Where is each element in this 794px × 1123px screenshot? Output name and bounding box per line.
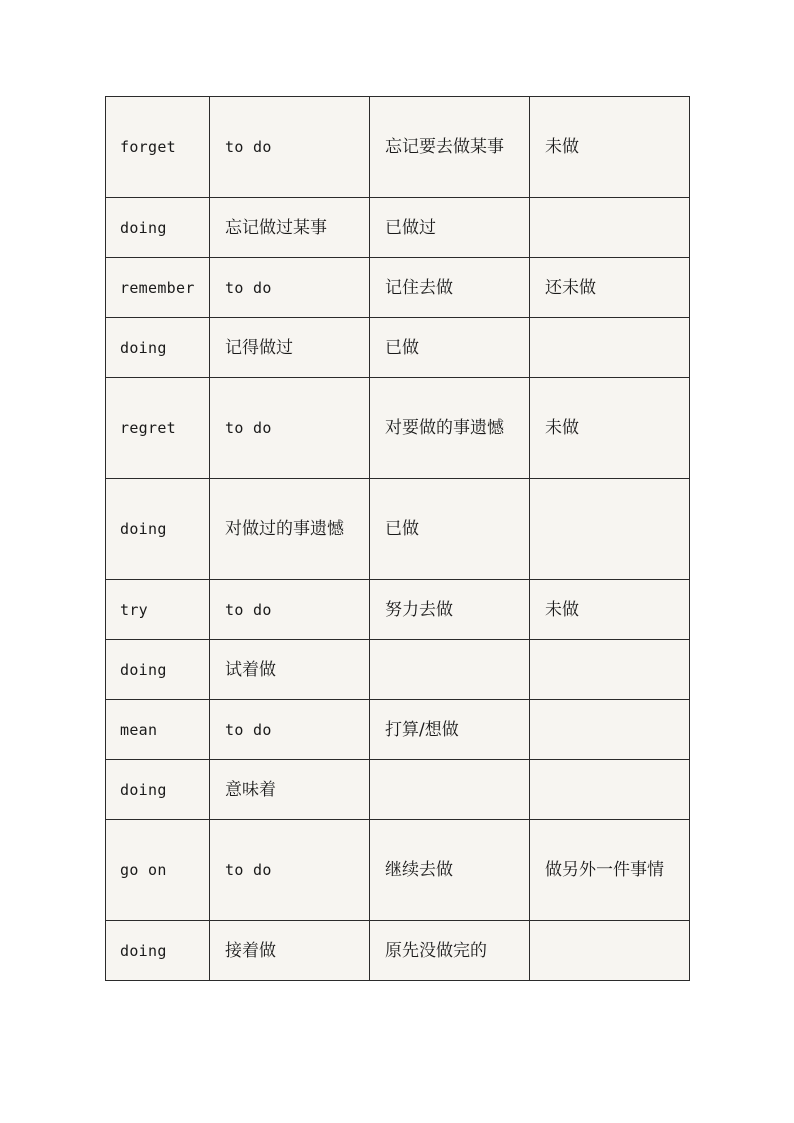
table-row [106, 760, 690, 820]
note-text: 做另外一件事情 [545, 860, 664, 880]
table-row [106, 97, 690, 198]
verb-cell: doing [106, 760, 210, 820]
meaning-cell [370, 97, 530, 198]
form-cell: 忘记做过某事 [210, 198, 370, 258]
table-row [106, 640, 690, 700]
meaning-cell [370, 640, 530, 700]
note-cell: 未做 [530, 580, 690, 640]
note-cell [530, 820, 690, 921]
verb-cell: doing [106, 640, 210, 700]
table-row [106, 318, 690, 378]
table-row [106, 921, 690, 981]
form-cell: to do [210, 258, 370, 318]
form-cell: to do [210, 378, 370, 479]
meaning-cell: 打算/想做 [370, 700, 530, 760]
meaning-cell: 原先没做完的 [370, 921, 530, 981]
table-row [106, 700, 690, 760]
note-cell [530, 921, 690, 981]
meaning-cell: 已做 [370, 318, 530, 378]
table-row [106, 820, 690, 921]
meaning-cell: 继续去做 [370, 820, 530, 921]
verb-cell: remember [106, 258, 210, 318]
note-cell [530, 198, 690, 258]
form-cell: 接着做 [210, 921, 370, 981]
meaning-cell [370, 760, 530, 820]
meaning-cell: 已做过 [370, 198, 530, 258]
table-row [106, 479, 690, 580]
form-cell: to do [210, 820, 370, 921]
note-cell: 未做 [530, 378, 690, 479]
verb-cell: doing [106, 921, 210, 981]
note-cell [530, 760, 690, 820]
form-cell: to do [210, 580, 370, 640]
form-cell: to do [210, 97, 370, 198]
meaning-text: 忘记要去做某事 [385, 137, 504, 157]
table-row [106, 198, 690, 258]
form-cell: to do [210, 700, 370, 760]
note-cell: 未做 [530, 97, 690, 198]
verb-cell: regret [106, 378, 210, 479]
note-cell [530, 640, 690, 700]
verb-cell: go on [106, 820, 210, 921]
form-cell: 试着做 [210, 640, 370, 700]
table-row [106, 258, 690, 318]
verb-cell: doing [106, 479, 210, 580]
meaning-cell: 记住去做 [370, 258, 530, 318]
verb-cell: try [106, 580, 210, 640]
note-cell [530, 479, 690, 580]
form-text: 对做过的事遗憾 [225, 519, 344, 539]
form-cell: 意味着 [210, 760, 370, 820]
verb-usage-table [105, 96, 690, 981]
meaning-cell: 已做 [370, 479, 530, 580]
verb-cell: doing [106, 198, 210, 258]
verb-cell: forget [106, 97, 210, 198]
meaning-text: 对要做的事遗憾 [385, 418, 504, 438]
meaning-cell: 努力去做 [370, 580, 530, 640]
note-cell: 还未做 [530, 258, 690, 318]
table-row [106, 580, 690, 640]
note-cell [530, 700, 690, 760]
verb-cell: mean [106, 700, 210, 760]
meaning-cell [370, 378, 530, 479]
table-row [106, 378, 690, 479]
form-cell: 记得做过 [210, 318, 370, 378]
note-cell [530, 318, 690, 378]
form-cell [210, 479, 370, 580]
verb-cell: doing [106, 318, 210, 378]
